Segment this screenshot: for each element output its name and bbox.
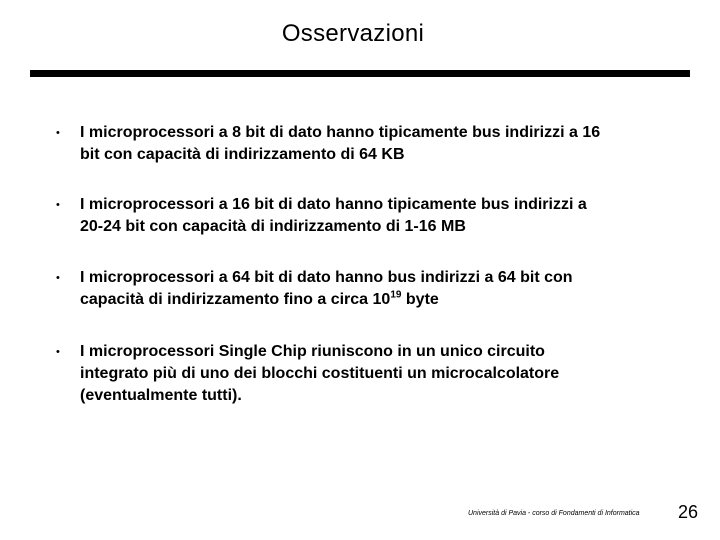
- bullet-dot-icon: •: [56, 272, 60, 284]
- bullet-line-end: byte: [401, 291, 439, 308]
- bullet-text: [80, 341, 680, 407]
- bullet-dot-icon: •: [56, 346, 60, 358]
- exponent: 19: [390, 289, 402, 301]
- bullet-line: integrato più di uno dei blocchi costituenti un microcalcolatore: [80, 365, 560, 382]
- bullet-line: I microprocessori a 8 bit di dato hanno tipicamente bus indirizzi a 16: [80, 124, 601, 141]
- bullet-line: I microprocessori a 64 bit di dato hanno bus indirizzi a 64 bit con: [80, 269, 573, 286]
- slide-title: Osservazioni: [281, 20, 425, 47]
- bullet-line: capacità di indirizzamento fino a circa 10: [80, 291, 391, 308]
- page-number: 26: [678, 502, 699, 522]
- bullet-dot-icon: •: [56, 127, 60, 139]
- bullet-line: bit con capacità di indirizzamento di 64 KB: [80, 146, 405, 163]
- footer-text: Università di Pavia - corso di Fondamenti di Informatica: [468, 510, 640, 517]
- bullet-text: [80, 122, 680, 166]
- bullet-text: [80, 194, 680, 238]
- bullet-text: [80, 267, 680, 311]
- bullet-line: (eventualmente tutti).: [80, 387, 242, 404]
- bullet-line: I microprocessori Single Chip riuniscono in un unico circuito: [80, 343, 545, 360]
- bullet-line: I microprocessori a 16 bit di dato hanno tipicamente bus indirizzi a: [80, 196, 587, 213]
- title-divider: [30, 70, 690, 77]
- bullet-line: 20-24 bit con capacità di indirizzamento di 1-16 MB: [80, 218, 466, 235]
- bullet-dot-icon: •: [56, 199, 60, 211]
